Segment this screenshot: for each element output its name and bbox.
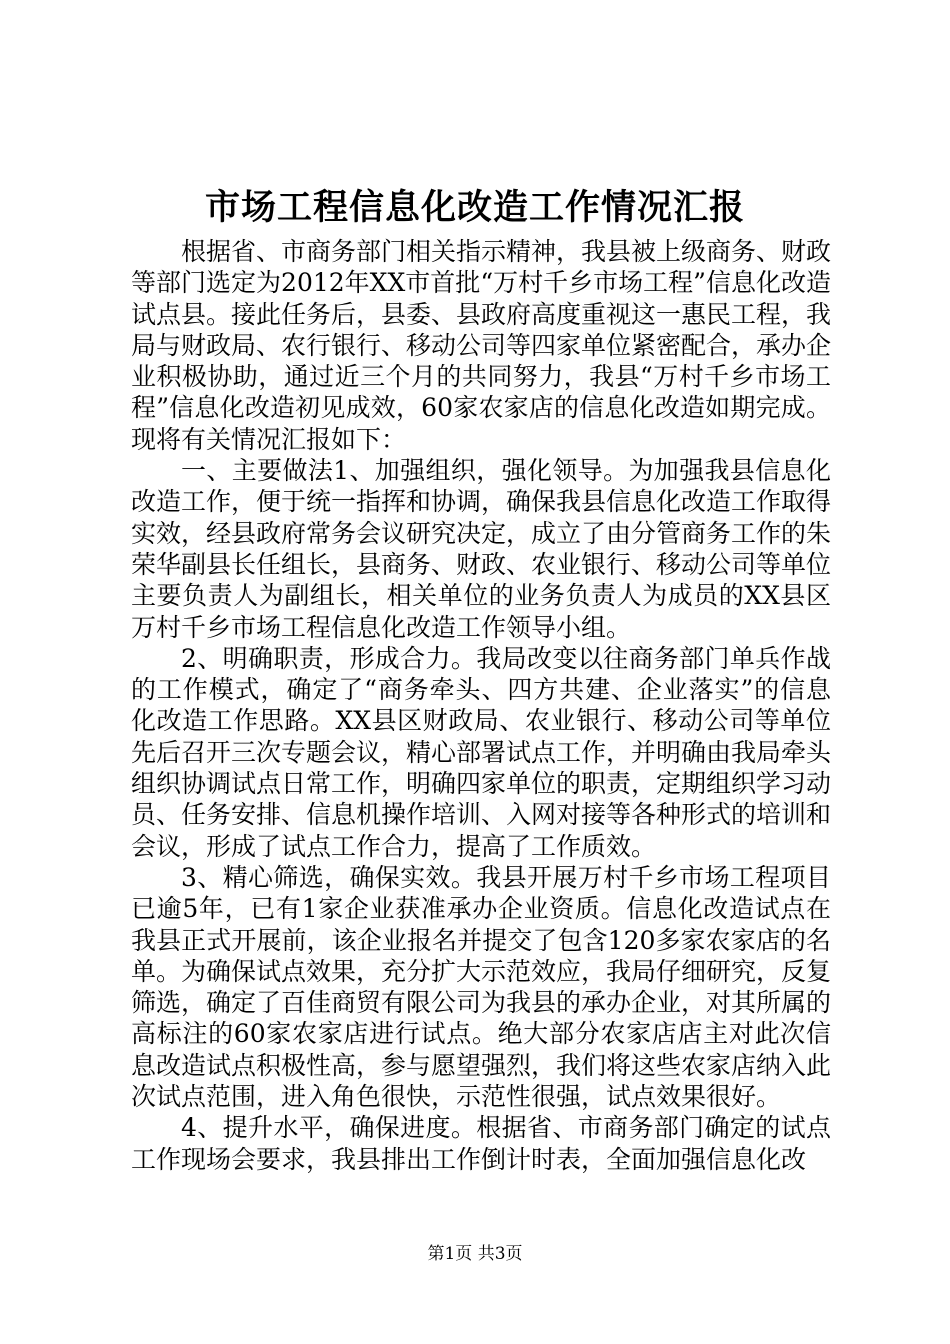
paragraph-section-1: 一、主要做法1、加强组织，强化领导。为加强我县信息化改造工作，便于统一指挥和协调，确保我县信息化改造工作取得实效，经县政府常务会议研究决定，成立了由分管商务工作的朱荣华副县长任组长，县商务、财政、农业银行、移动公司等单位主要负责人为副组长，相关单位的业务负责人为成员的XX县区万村千乡市场工程信息化改造工作领导小组。 [131, 456, 832, 642]
document-title: 市场工程信息化改造工作情况汇报 [204, 187, 745, 228]
document-body [131, 236, 831, 1175]
paragraph-intro: 根据省、市商务部门相关指示精神，我县被上级商务、财政等部门选定为2012年XX市首批“万村千乡市场工程”信息化改造试点县。接此任务后，县委、县政府高度重视这一惠民工程，我局与财政局、农行银行、移动公司等四家单位紧密配合，承办企业积极协助，通过近三个月的共同努力，我县“万村千乡市场工程”信息化改造初见成效，60家农家店的信息化改造如期完成。现将有关情况汇报如下： [131, 237, 832, 454]
paragraph-section-4: 4、提升水平，确保进度。根据省、市商务部门确定的试点工作现场会要求，我县排出工作倒计时表，全面加强信息化改 [131, 1113, 831, 1174]
paragraph-section-3: 3、精心筛选，确保实效。我县开展万村千乡市场工程项目已逾5年，已有1家企业获准承办企业资质。信息化改造试点在我县正式开展前，该企业报名并提交了包含120多家农家店的名单。为确保试点效果，充分扩大示范效应，我局仔细研究，反复筛选，确定了百佳商贸有限公司为我县的承办企业，对其所属的高标注的60家农家店进行试点。绝大部分农家店店主对此次信息改造试点积极性高，参与愿望强烈，我们将这些农家店纳入此次试点范围，进入角色很快，示范性很强，试点效果很好。 [131, 862, 832, 1112]
paragraph-section-2: 2、明确职责，形成合力。我局改变以往商务部门单兵作战的工作模式，确定了“商务牵头、四方共建、企业落实”的信息化改造工作思路。XX县区财政局、农业银行、移动公司等单位先后召开三次专题会议，精心部署试点工作，并明确由我局牵头组织协调试点日常工作，明确四家单位的职责，定期组织学习动员、任务安排、信息机操作培训、入网对接等各种形式的培训和会议，形成了试点工作合力，提高了工作质效。 [131, 643, 832, 861]
page-number-footer: 第1页 共3页 [427, 1244, 523, 1264]
